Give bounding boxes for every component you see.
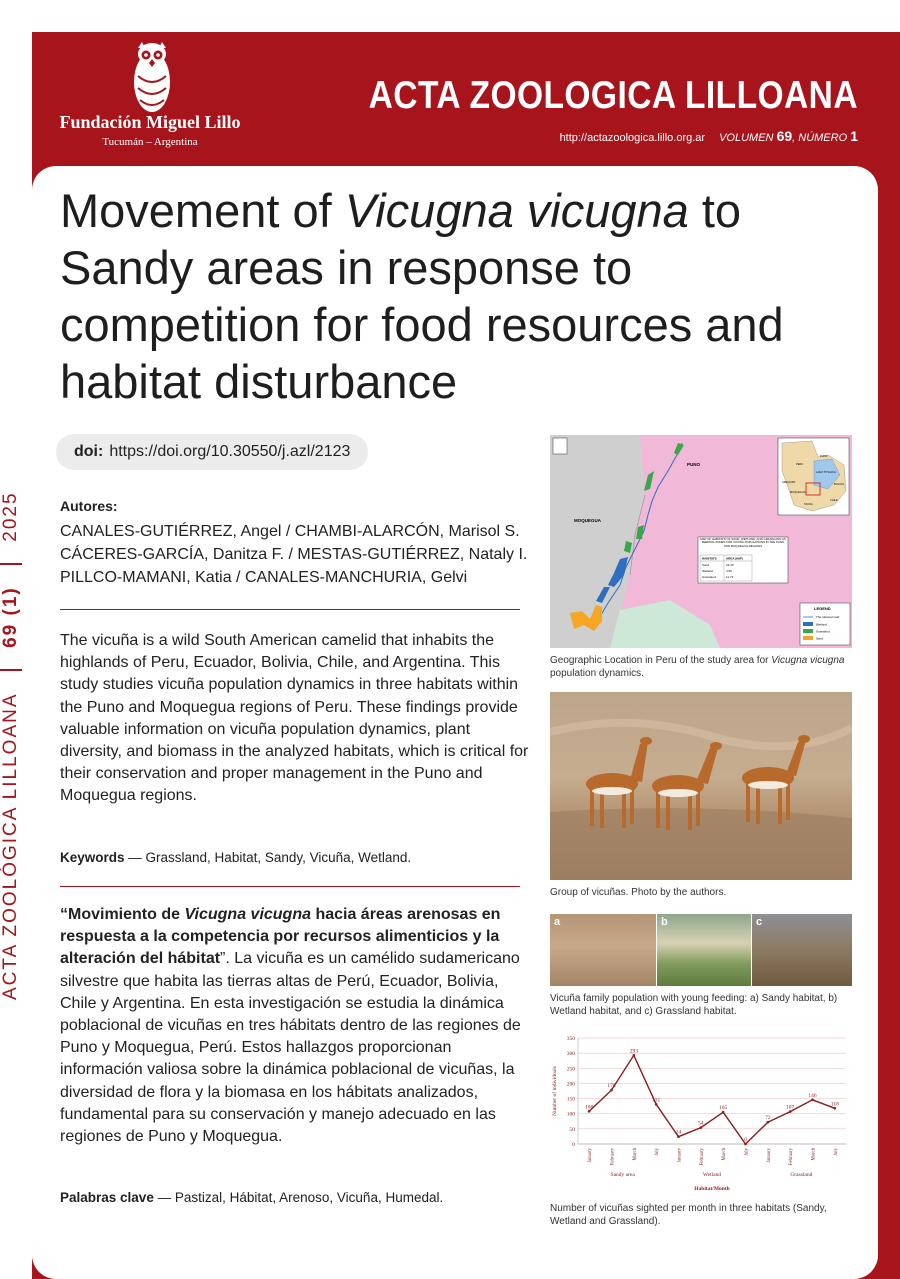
data-label: 131 xyxy=(652,1097,661,1104)
group-label: Wetland xyxy=(702,1172,722,1178)
svg-text:PERU: PERU xyxy=(796,463,804,466)
authors-label: Autores: xyxy=(60,498,118,514)
vicuna-group-photo xyxy=(550,692,852,880)
publisher-logo[interactable] xyxy=(50,42,250,152)
svg-text:AREA (KM²): AREA (KM²) xyxy=(726,556,743,561)
svg-text:LEGEND: LEGEND xyxy=(814,606,831,611)
doi-link[interactable]: https://doi.org/10.30550/j.azl/2123 xyxy=(109,443,351,460)
x-tick-label: March xyxy=(722,1148,728,1161)
owl-logo-icon xyxy=(130,42,174,116)
x-tick-label: January xyxy=(766,1148,772,1163)
svg-text:LAGO TITICACA: LAGO TITICACA xyxy=(816,471,836,474)
data-label: 118 xyxy=(830,1101,839,1108)
volume-label: VOLUMEN xyxy=(719,132,774,144)
map-title: MAP OF HABITATS OF SAND, WETLAND, AND GRASSLAND AS FEEDING ZONES FOR VICUÑA POPULATIONS IN THE PUNO AND MOQUEGUA REGIONS xyxy=(700,538,786,548)
journal-title[interactable]: ACTA ZOOLOGICA LILLOANA xyxy=(368,74,858,117)
side-journal: ACTA ZOOLÓGICA LILLOANA xyxy=(0,692,22,1000)
doi-pill[interactable] xyxy=(56,434,368,470)
svg-text:Grassland: Grassland xyxy=(816,629,830,634)
data-point xyxy=(633,1054,636,1057)
x-tick-label: July xyxy=(655,1148,661,1156)
x-tick-label: January xyxy=(677,1148,683,1163)
sightings-chart xyxy=(550,1032,852,1197)
data-label: 108 xyxy=(585,1104,594,1111)
data-point xyxy=(677,1135,680,1138)
y-tick-label: 100 xyxy=(566,1111,575,1118)
habitats-caption: Vicuña family population with young feeding: a) Sandy habitat, b) Wetland habitat, and c) Grassland habitat. xyxy=(550,993,838,1017)
photo-label-b: b xyxy=(661,916,668,928)
habitat-photos xyxy=(550,914,852,986)
org-place: Tucumán – Argentina xyxy=(102,136,198,148)
data-point xyxy=(700,1126,703,1129)
svg-text:BOLIVIA: BOLIVIA xyxy=(834,483,845,486)
svg-text:Sand: Sand xyxy=(816,636,824,641)
x-axis-label: Habitat/Month xyxy=(694,1186,730,1192)
data-point xyxy=(588,1110,591,1113)
svg-text:Grassland: Grassland xyxy=(702,575,716,579)
study-area-map xyxy=(550,435,852,648)
author-line: CÁCERES-GARCÍA, Danitza F. / MESTAS-GUTIÉRREZ, Nataly I. xyxy=(60,546,528,563)
data-label: 0 xyxy=(744,1137,747,1143)
svg-text:Wetland: Wetland xyxy=(816,622,827,627)
data-label: 72 xyxy=(765,1115,771,1122)
svg-text:PUNO: PUNO xyxy=(820,455,828,458)
article-title: Movement of Vicugna vicugna to Sandy areas in response to competition for food resources and habitat disturbance xyxy=(60,184,784,408)
x-tick-label: March xyxy=(632,1148,638,1161)
data-label: 54 xyxy=(698,1120,704,1127)
map-label-moquegua: MOQUEGUA xyxy=(574,518,601,523)
data-label: 107 xyxy=(786,1104,795,1111)
data-point xyxy=(744,1143,747,1146)
journal-meta xyxy=(560,128,858,144)
abstract: The vicuña is a wild South American camelid that inhabits the highlands of Peru, Ecuador, Bolivia, Chile, and Argentina. This study studies vicuña population dynamics in three habitats within the Puno and Moquegua regions of Peru. These findings provide valuable information on vicuña population dynamics, plant diversity, and biomass in the analyzed habitats, which is critical for their conservation and proper management in the Puno and Moquegua regions. xyxy=(60,632,529,805)
svg-text:4.59: 4.59 xyxy=(726,569,732,573)
author-line: CANALES-GUTIÉRREZ, Angel / CHAMBI-ALARCÓN, Marisol S. xyxy=(60,523,520,540)
x-tick-label: March xyxy=(811,1148,817,1161)
y-axis-label: Number of individuals xyxy=(552,1066,558,1116)
y-tick-label: 150 xyxy=(566,1096,575,1103)
series-line xyxy=(746,1122,768,1144)
chart-svg xyxy=(550,1032,852,1197)
x-tick-label: July xyxy=(744,1148,750,1156)
data-point xyxy=(767,1121,770,1124)
group-caption: Group of vicuñas. Photo by the authors. xyxy=(550,887,727,898)
grassland-habitat-photo xyxy=(752,914,852,986)
divider xyxy=(60,609,520,610)
data-point xyxy=(722,1111,725,1114)
spanish-abstract: “Movimiento de Vicugna vicugna hacia áreas arenosas en respuesta a la competencia por recursos alimenticios y la alteración del hábitat”. La vicuña es un camélido sudamericano silvestre que habita las tierras altas de Perú, Ecuador, Bolivia, Chile y Argentina. En esta investigación se estudia la dinámica poblacional de vicuñas en tres hábitats dentro de las regiones de Puno y Moquegua, Perú. Estos hallazgos proporcionan información valiosa sobre la dinámica poblacional de vicuñas, la diversidad de flora y la biomasa en los hábitats analizados, fundamental para su conservación y manejo adecuado en las regiones de Puno y Moquegua. xyxy=(60,906,521,1146)
data-label: 24 xyxy=(675,1129,682,1136)
svg-text:HABITATS: HABITATS xyxy=(702,556,717,561)
data-point xyxy=(789,1110,792,1113)
x-tick-label: February xyxy=(789,1148,795,1166)
x-tick-label: February xyxy=(699,1148,705,1166)
side-issue: 69 (1) xyxy=(0,586,22,648)
data-point xyxy=(655,1103,658,1106)
side-divider xyxy=(0,669,22,671)
svg-text:AREQUIPA: AREQUIPA xyxy=(782,481,796,484)
svg-text:11.72: 11.72 xyxy=(726,575,734,579)
data-point xyxy=(834,1107,837,1110)
svg-text:CHILE: CHILE xyxy=(830,499,838,502)
data-label: 146 xyxy=(808,1092,817,1099)
data-label: 105 xyxy=(719,1105,728,1112)
group-label: Sandy area xyxy=(610,1172,635,1178)
volume-number: 69 xyxy=(776,128,793,144)
svg-text:The national road: The national road xyxy=(816,615,840,619)
series-line xyxy=(679,1112,746,1144)
map-caption: Geographic Location in Peru of the study area for Vicugna vicugna population dynamics. xyxy=(550,655,845,679)
y-tick-label: 300 xyxy=(566,1051,575,1058)
doi-label: doi: xyxy=(74,443,104,460)
x-tick-label: July xyxy=(833,1148,839,1156)
issue-number: 1 xyxy=(850,128,858,144)
data-label: 293 xyxy=(629,1048,638,1055)
svg-text:MOQUEGUA: MOQUEGUA xyxy=(790,491,806,494)
series-line xyxy=(768,1100,835,1122)
svg-text:Wetland: Wetland xyxy=(702,569,713,573)
chart-caption: Number of vicuñas sighted per month in three habitats (Sandy, Wetland and Grassland). xyxy=(550,1203,827,1227)
svg-text:23.43: 23.43 xyxy=(726,563,734,567)
journal-url[interactable]: http://actazoologica.lillo.org.ar xyxy=(559,132,706,144)
svg-text:Sand: Sand xyxy=(702,563,710,567)
org-name: Fundación Miguel Lillo xyxy=(59,112,241,132)
y-tick-label: 250 xyxy=(566,1066,575,1073)
sandy-habitat-photo xyxy=(550,914,656,986)
side-divider xyxy=(0,563,22,565)
north-arrow-icon xyxy=(553,438,567,454)
authors-list xyxy=(60,520,540,589)
photo-label-a: a xyxy=(554,916,561,928)
x-tick-label: January xyxy=(588,1148,594,1163)
map-svg xyxy=(550,435,852,648)
y-tick-label: 50 xyxy=(569,1126,575,1133)
y-tick-label: 200 xyxy=(566,1081,575,1088)
divider xyxy=(60,886,520,887)
x-tick-label: February xyxy=(610,1148,616,1166)
data-point xyxy=(811,1098,814,1101)
data-label: 178 xyxy=(607,1083,616,1090)
number-label: , NÚMERO xyxy=(792,132,848,144)
data-point xyxy=(610,1089,613,1092)
y-tick-label: 0 xyxy=(572,1142,575,1148)
group-label: Grassland xyxy=(790,1172,813,1178)
keywords: Keywords — Grassland, Habitat, Sandy, Vicuña, Wetland. xyxy=(60,850,412,865)
side-year: 2025 xyxy=(0,491,22,542)
palabras-clave: Palabras clave — Pastizal, Hábitat, Arenoso, Vicuña, Humedal. xyxy=(60,1190,444,1205)
svg-text:TACNA: TACNA xyxy=(804,503,813,506)
y-tick-label: 350 xyxy=(566,1036,575,1042)
author-line: PILLCO-MAMANI, Katia / CANALES-MANCHURIA, Gelvi xyxy=(60,569,468,586)
wetland-habitat-photo xyxy=(657,914,751,986)
photo-label-c: c xyxy=(756,916,763,928)
map-label-puno: PUNO xyxy=(687,462,701,467)
